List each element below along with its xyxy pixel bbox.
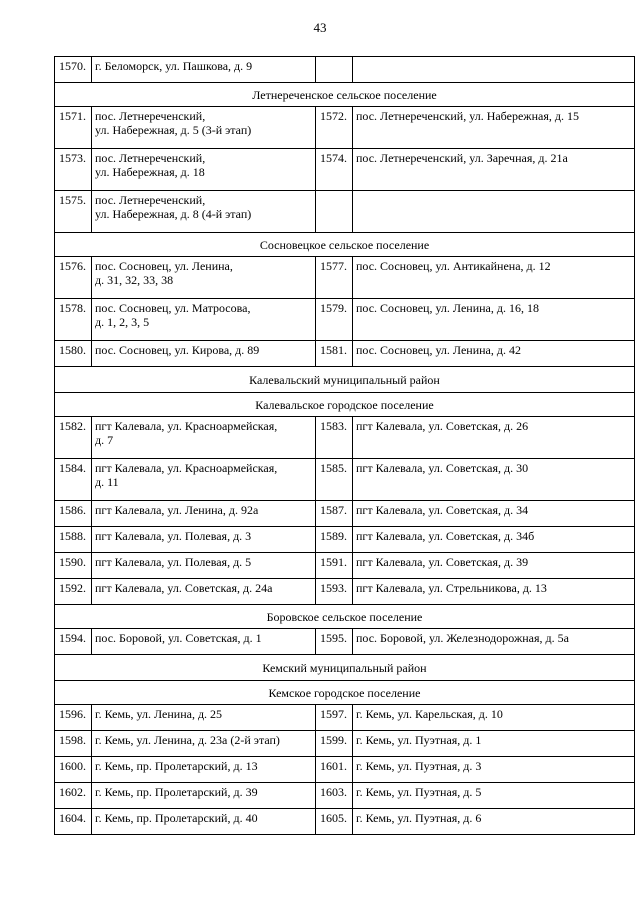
entry-address: пос. Летнереченский, ул. Набережная, д. 8 (4-й этап) (92, 191, 316, 233)
page-number: 43 (313, 20, 327, 35)
entry-number: 1595. (316, 629, 353, 655)
entry-number: 1592. (55, 579, 92, 605)
entry-number: 1576. (55, 257, 92, 299)
entry-address: пос. Сосновец, ул. Кирова, д. 89 (92, 341, 316, 367)
entry-address: пгт Калевала, ул. Советская, д. 30 (353, 459, 635, 501)
entry-address: г. Кемь, пр. Пролетарский, д. 39 (92, 783, 316, 809)
entry-address: пос. Сосновец, ул. Ленина, д. 16, 18 (353, 299, 635, 341)
entry-number: 1594. (55, 629, 92, 655)
entry-address: пос. Сосновец, ул. Ленина, д. 31, 32, 33, 38 (92, 257, 316, 299)
section-header-row (55, 681, 635, 705)
entry-address: пгт Калевала, ул. Ленина, д. 92а (92, 501, 316, 527)
entry-number: 1572. (316, 107, 353, 149)
table-row (55, 553, 635, 579)
section-title: Кемский муниципальный район (55, 655, 635, 681)
entry-address: пгт Калевала, ул. Советская, д. 39 (353, 553, 635, 579)
entry-address: г. Кемь, ул. Пуэтная, д. 6 (353, 809, 635, 835)
table-row (55, 107, 635, 149)
entry-number: 1578. (55, 299, 92, 341)
entry-number: 1599. (316, 731, 353, 757)
entry-number (316, 57, 353, 83)
entry-number: 1575. (55, 191, 92, 233)
entry-number: 1601. (316, 757, 353, 783)
table-row (55, 459, 635, 501)
table-row (55, 341, 635, 367)
section-title: Кемское городское поселение (55, 681, 635, 705)
entry-address: г. Кемь, ул. Пуэтная, д. 1 (353, 731, 635, 757)
entry-address (353, 191, 635, 233)
table-row (55, 57, 635, 83)
table-row (55, 783, 635, 809)
entry-number: 1598. (55, 731, 92, 757)
entry-number: 1587. (316, 501, 353, 527)
entry-address: пос. Сосновец, ул. Ленина, д. 42 (353, 341, 635, 367)
table-row (55, 149, 635, 191)
entry-address: г. Кемь, ул. Карельская, д. 10 (353, 705, 635, 731)
entry-number: 1589. (316, 527, 353, 553)
entry-number (316, 191, 353, 233)
entry-address: г. Кемь, ул. Ленина, д. 23а (2-й этап) (92, 731, 316, 757)
table-row (55, 629, 635, 655)
entry-address: г. Кемь, пр. Пролетарский, д. 40 (92, 809, 316, 835)
entry-number: 1579. (316, 299, 353, 341)
table-row (55, 579, 635, 605)
address-table-body (55, 57, 635, 835)
section-header-row (55, 83, 635, 107)
entry-number: 1588. (55, 527, 92, 553)
entry-address: г. Кемь, пр. Пролетарский, д. 13 (92, 757, 316, 783)
entry-address: пос. Летнереченский, ул. Заречная, д. 21а (353, 149, 635, 191)
entry-number: 1574. (316, 149, 353, 191)
entry-address: пгт Калевала, ул. Полевая, д. 3 (92, 527, 316, 553)
entry-address: г. Беломорск, ул. Пашкова, д. 9 (92, 57, 316, 83)
entry-number: 1600. (55, 757, 92, 783)
entry-number: 1596. (55, 705, 92, 731)
entry-number: 1605. (316, 809, 353, 835)
table-row (55, 809, 635, 835)
section-title: Боровское сельское поселение (55, 605, 635, 629)
entry-address: пос. Сосновец, ул. Матросова, д. 1, 2, 3, 5 (92, 299, 316, 341)
entry-address: пгт Калевала, ул. Советская, д. 24а (92, 579, 316, 605)
entry-number: 1591. (316, 553, 353, 579)
entry-address: пгт Калевала, ул. Красноармейская, д. 11 (92, 459, 316, 501)
entry-address (353, 57, 635, 83)
table-row (55, 417, 635, 459)
entry-number: 1582. (55, 417, 92, 459)
entry-number: 1571. (55, 107, 92, 149)
entry-address: пос. Сосновец, ул. Антикайнена, д. 12 (353, 257, 635, 299)
entry-address: пгт Калевала, ул. Красноармейская, д. 7 (92, 417, 316, 459)
section-title: Летнереченское сельское поселение (55, 83, 635, 107)
entry-address: пгт Калевала, ул. Советская, д. 34 (353, 501, 635, 527)
entry-address: пос. Боровой, ул. Советская, д. 1 (92, 629, 316, 655)
entry-address: пгт Калевала, ул. Советская, д. 34б (353, 527, 635, 553)
table-row (55, 757, 635, 783)
entry-number: 1602. (55, 783, 92, 809)
table-row (55, 257, 635, 299)
section-header-row (55, 233, 635, 257)
section-title: Калевальский муниципальный район (55, 367, 635, 393)
table-row (55, 527, 635, 553)
entry-address: пос. Боровой, ул. Железнодорожная, д. 5а (353, 629, 635, 655)
entry-address: пгт Калевала, ул. Стрельникова, д. 13 (353, 579, 635, 605)
table-row (55, 191, 635, 233)
entry-number: 1581. (316, 341, 353, 367)
entry-number: 1590. (55, 553, 92, 579)
entry-number: 1593. (316, 579, 353, 605)
table-row (55, 501, 635, 527)
section-header-row (55, 367, 635, 393)
entry-number: 1570. (55, 57, 92, 83)
entry-address: г. Кемь, ул. Пуэтная, д. 3 (353, 757, 635, 783)
entry-address: пгт Калевала, ул. Полевая, д. 5 (92, 553, 316, 579)
table-row (55, 705, 635, 731)
entry-address: пос. Летнереченский, ул. Набережная, д. 15 (353, 107, 635, 149)
entry-address: г. Кемь, ул. Пуэтная, д. 5 (353, 783, 635, 809)
entry-number: 1585. (316, 459, 353, 501)
entry-number: 1583. (316, 417, 353, 459)
section-header-row (55, 393, 635, 417)
table-row (55, 299, 635, 341)
table-row (55, 731, 635, 757)
entry-number: 1573. (55, 149, 92, 191)
entry-address: пос. Летнереченский, ул. Набережная, д. 18 (92, 149, 316, 191)
entry-address: г. Кемь, ул. Ленина, д. 25 (92, 705, 316, 731)
entry-address: пгт Калевала, ул. Советская, д. 26 (353, 417, 635, 459)
section-header-row (55, 605, 635, 629)
entry-address: пос. Летнереченский, ул. Набережная, д. 5 (3-й этап) (92, 107, 316, 149)
entry-number: 1604. (55, 809, 92, 835)
address-table (54, 56, 635, 835)
entry-number: 1577. (316, 257, 353, 299)
entry-number: 1603. (316, 783, 353, 809)
entry-number: 1584. (55, 459, 92, 501)
entry-number: 1580. (55, 341, 92, 367)
entry-number: 1597. (316, 705, 353, 731)
section-title: Сосновецкое сельское поселение (55, 233, 635, 257)
section-title: Калевальское городское поселение (55, 393, 635, 417)
section-header-row (55, 655, 635, 681)
entry-number: 1586. (55, 501, 92, 527)
